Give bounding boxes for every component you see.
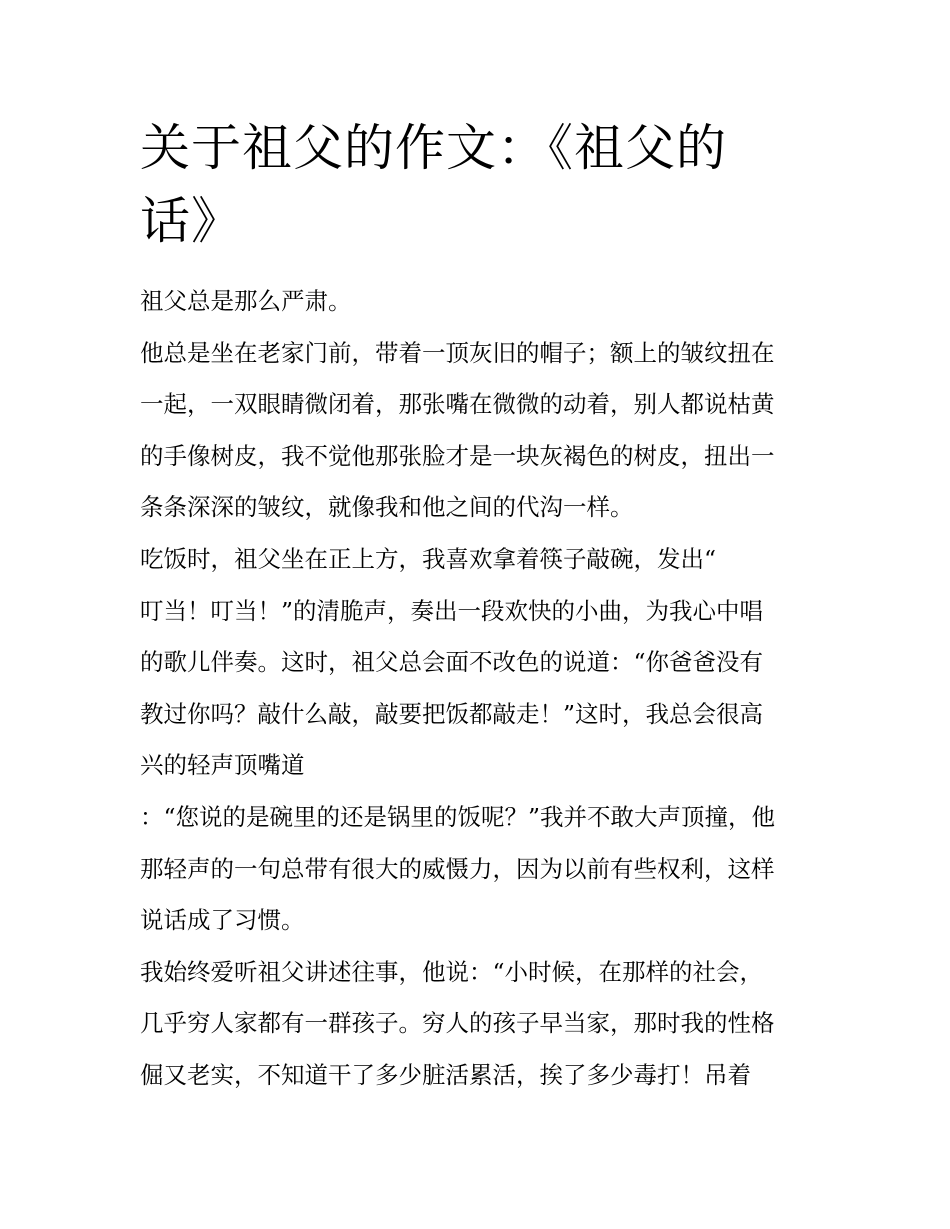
body-line: 吃饭时，祖父坐在正上方，我喜欢拿着筷子敲碗，发出“ — [140, 544, 717, 573]
title-line: 话》 — [140, 192, 242, 250]
body-line: 教过你吗？敲什么敲，敲要把饭都敲走！”这时，我总会很高 — [140, 699, 764, 728]
document-body — [140, 276, 830, 1102]
document-title — [140, 112, 780, 258]
body-line: 的手像树皮，我不觉他那张脸才是一块灰褐色的树皮，扭出一 — [140, 441, 775, 470]
body-line: 叮当！叮当！”的清脆声，奏出一段欢快的小曲，为我心中唱 — [140, 596, 764, 625]
body-line: 兴的轻声顶嘴道 — [140, 751, 305, 780]
body-line: 我始终爱听祖父讲述往事，他说：“小时候，在那样的社会， — [140, 957, 764, 986]
body-line: 倔又老实，不知道干了多少脏活累活，挨了多少毒打！吊着 — [140, 1060, 751, 1089]
body-line: 条条深深的皱纹，就像我和他之间的代沟一样。 — [140, 493, 634, 522]
body-line: 他总是坐在老家门前，带着一顶灰旧的帽子；额上的皱纹扭在 — [140, 338, 775, 367]
body-line: 一起，一双眼睛微闭着，那张嘴在微微的动着，别人都说枯黄 — [140, 390, 775, 419]
body-line: 祖父总是那么严肃。 — [140, 287, 352, 315]
title-line: 关于祖父的作文：《祖父的 — [140, 119, 727, 177]
body-line: 说话成了习惯。 — [140, 906, 305, 935]
body-line: 那轻声的一句总带有很大的威慑力，因为以前有些权利，这样 — [140, 854, 775, 883]
body-line: 的歌儿伴奏。这时，祖父总会面不改色的说道：“你爸爸没有 — [140, 648, 764, 677]
body-line: 几乎穷人家都有一群孩子。穷人的孩子早当家，那时我的性格 — [140, 1009, 775, 1038]
body-line: ：“您说的是碗里的还是锅里的饭呢？”我并不敢大声顶撞，他 — [140, 802, 776, 831]
